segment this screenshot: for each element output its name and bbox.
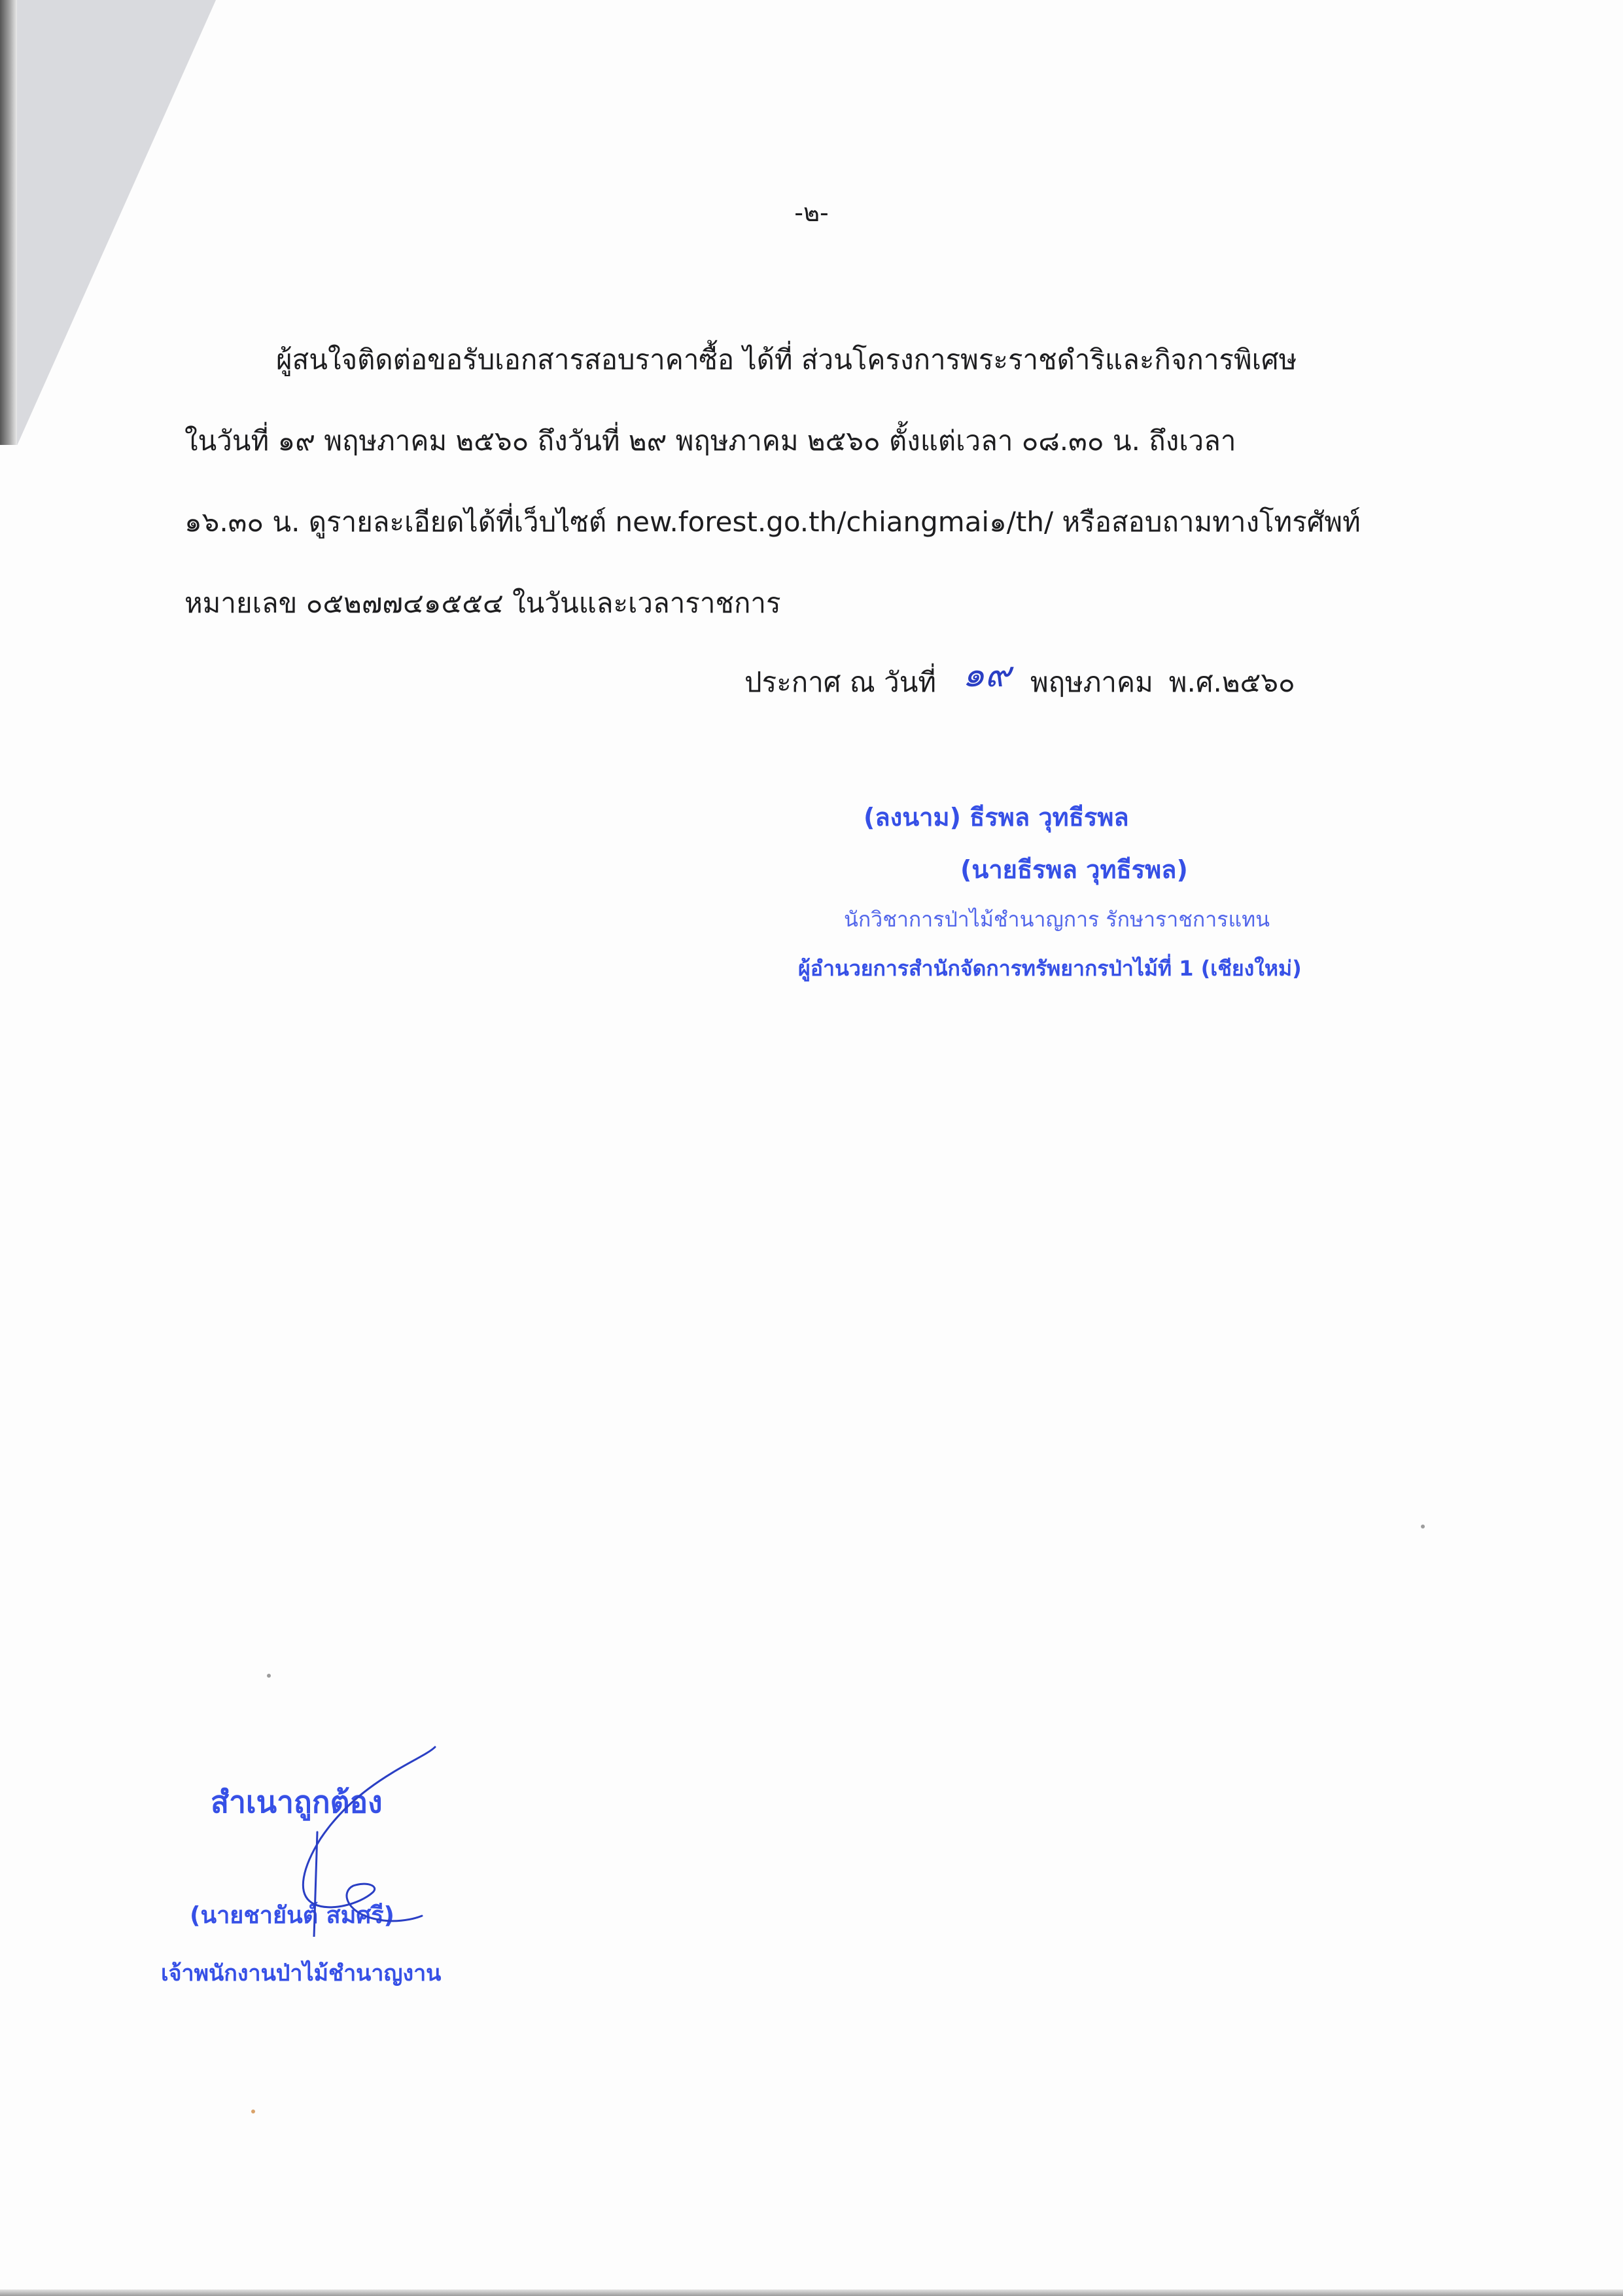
announcement-date-line xyxy=(744,651,1295,707)
stamp-signed-name: (ลงนาม) ธีรพล วุทธีรพล xyxy=(864,803,1129,832)
stamp-position-line-1: นักวิชาการป่าไม้ชำนาญการ รักษาราชการแทน xyxy=(844,907,1270,932)
paragraph-line: ในวันที่ ๑๙ พฤษภาคม ๒๕๖๐ ถึงวันที่ ๒๙ พฤษภาคม ๒๕๖๐ ตั้งแต่เวลา ๐๘.๓๐ น. ถึงเวลา xyxy=(184,425,1236,457)
stamp-position-line-2: ผู้อำนวยการสำนักจัดการทรัพยากรป่าไม้ที่ 1 (เชียงใหม่) xyxy=(798,956,1302,981)
handwritten-signature xyxy=(268,1740,464,1937)
body-paragraph xyxy=(184,319,1427,644)
stamp-printed-name: (นายธีรพล วุทธีรพล) xyxy=(960,855,1188,884)
paragraph-line: หมายเลข ๐๕๒๗๗๔๑๕๕๔ ในวันและเวลาราชการ xyxy=(184,587,781,619)
certified-copy-title: สำเนาถูกต้อง xyxy=(211,1784,383,1820)
handwritten-day: ๑๙ xyxy=(962,654,1011,695)
paragraph-line: ๑๖.๓๐ น. ดูรายละเอียดได้ที่เว็บไซต์ new.forest.go.th/chiangmai๑/th/ หรือสอบถามทางโทรศัพท์ xyxy=(184,506,1361,538)
announcement-month: พฤษภาคม xyxy=(1030,666,1153,698)
announcement-prefix: ประกาศ ณ วันที่ xyxy=(744,666,937,698)
scan-speck xyxy=(251,2110,255,2113)
certified-copy-name: (นายชายันต์ สมศรี) xyxy=(190,1902,394,1929)
scan-speck xyxy=(1421,1525,1425,1528)
announcement-year: พ.ศ.๒๕๖๐ xyxy=(1168,666,1295,698)
certified-copy-position: เจ้าพนักงานป่าไม้ชำนาญงาน xyxy=(161,1960,442,1987)
page-number: -๒- xyxy=(794,198,829,227)
scan-bottom-edge xyxy=(0,2289,1623,2296)
scan-speck xyxy=(267,1674,271,1678)
paragraph-line: ผู้สนใจติดต่อขอรับเอกสารสอบราคาซื้อ ได้ที่ ส่วนโครงการพระราชดำริและกิจการพิเศษ xyxy=(276,344,1297,376)
